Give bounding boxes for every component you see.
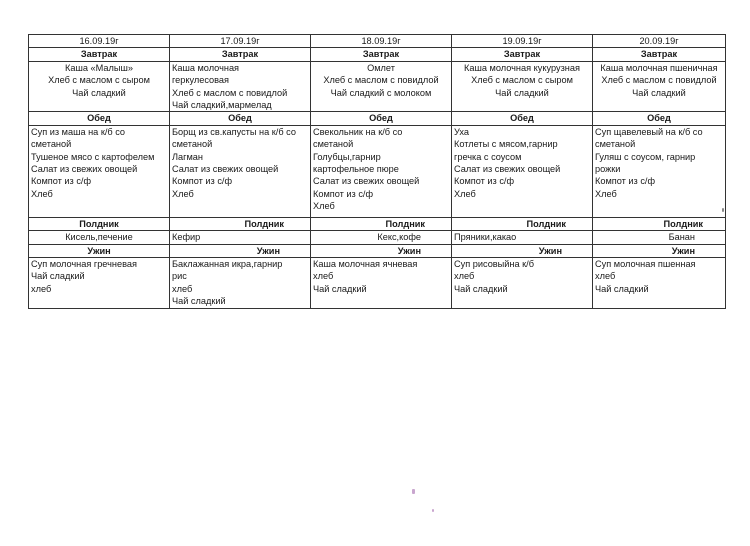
- lunch-cell: [452, 125, 593, 217]
- dinner-cell: [29, 258, 170, 309]
- dinner-label: Ужин: [593, 244, 726, 257]
- breakfast-row: [29, 61, 726, 112]
- snack-header-row: [29, 217, 726, 230]
- menu-item: сметаной: [31, 139, 72, 150]
- menu-item: Хлеб: [172, 188, 194, 199]
- menu-item: Гуляш с соусом, гарнир: [595, 151, 696, 162]
- menu-table: [28, 34, 726, 309]
- breakfast-cell: [29, 61, 170, 112]
- menu-item: Хлеб: [313, 201, 335, 212]
- lunch-header-row: [29, 112, 726, 125]
- menu-item: хлеб: [595, 271, 616, 282]
- menu-item: Чай сладкий с молоком: [330, 87, 432, 98]
- snack-label: Полдник: [29, 217, 170, 230]
- menu-item: сметаной: [595, 139, 636, 150]
- date-cell: 19.09.19г: [452, 35, 593, 48]
- dinner-cell: [593, 258, 726, 309]
- menu-item: Хлеб: [454, 188, 476, 199]
- breakfast-cell: [170, 61, 311, 112]
- dinner-header-row: [29, 244, 726, 257]
- breakfast-cell: [311, 61, 452, 112]
- menu-item: геркулесовая: [172, 75, 230, 86]
- snack-row: [29, 231, 726, 244]
- breakfast-label: Завтрак: [170, 48, 311, 61]
- menu-item: Хлеб с маслом с повидлой: [601, 75, 717, 86]
- menu-item: Компот из с/ф: [313, 188, 374, 199]
- breakfast-header-row: [29, 48, 726, 61]
- dinner-label: Ужин: [170, 244, 311, 257]
- snack-cell: Банан: [593, 231, 726, 244]
- menu-item: Каша молочная кукурузная: [464, 62, 580, 73]
- menu-item: Уха: [454, 126, 470, 137]
- snack-cell: Кефир: [170, 231, 311, 244]
- lunch-label: Обед: [311, 112, 452, 125]
- menu-item: Хлеб: [595, 188, 617, 199]
- lunch-row: [29, 125, 726, 217]
- menu-item: Суп из маша на к/б со: [31, 126, 126, 137]
- menu-item: Хлеб с маслом с повидлой: [172, 87, 288, 98]
- dinner-cell: [311, 258, 452, 309]
- scan-speck: [432, 509, 434, 512]
- lunch-cell: [29, 125, 170, 217]
- lunch-label: Обед: [170, 112, 311, 125]
- menu-item: Компот из с/ф: [172, 176, 233, 187]
- snack-cell: Кекс,кофе: [311, 231, 452, 244]
- menu-item: Лагман: [172, 151, 203, 162]
- menu-item: Каша молочная ячневая: [313, 259, 418, 270]
- menu-item: рожки: [595, 164, 621, 175]
- menu-item: Борщ из св.капусты на к/б со: [172, 126, 296, 137]
- date-cell: 17.09.19г: [170, 35, 311, 48]
- menu-item: Салат из свежих овощей: [31, 164, 138, 175]
- menu-item: Салат из свежих овощей: [172, 164, 279, 175]
- menu-item: картофельное пюре: [313, 164, 399, 175]
- menu-item: хлеб: [313, 271, 334, 282]
- dinner-row: [29, 258, 726, 309]
- menu-item: Чай сладкий: [31, 271, 85, 282]
- snack-cell: Кисель,печение: [29, 231, 170, 244]
- menu-item: Суп щавелевый на к/б со: [595, 126, 703, 137]
- menu-item: Салат из свежих овощей: [313, 176, 420, 187]
- menu-item: Хлеб с маслом с сыром: [471, 75, 573, 86]
- breakfast-label: Завтрак: [29, 48, 170, 61]
- menu-item: Хлеб с маслом с повидлой: [323, 75, 439, 86]
- menu-item: Котлеты с мясом,гарнир: [454, 139, 558, 150]
- menu-item: Салат из свежих овощей: [454, 164, 561, 175]
- dinner-label: Ужин: [311, 244, 452, 257]
- menu-item: Суп молочная гречневая: [31, 259, 137, 270]
- menu-item: сметаной: [313, 139, 354, 150]
- menu-item: Компот из с/ф: [454, 176, 515, 187]
- menu-item: Каша молочная пшеничная: [600, 62, 718, 73]
- menu-item: Каша «Малыш»: [65, 62, 133, 73]
- menu-item: Суп молочная пшенная: [595, 259, 696, 270]
- snack-label: Полдник: [170, 217, 311, 230]
- menu-item: хлеб: [454, 271, 475, 282]
- menu-item: Хлеб с маслом с сыром: [48, 75, 150, 86]
- breakfast-label: Завтрак: [452, 48, 593, 61]
- menu-item: Суп рисовыйна к/б: [454, 259, 534, 270]
- menu-item: Омлет: [367, 62, 395, 73]
- lunch-label: Обед: [593, 112, 726, 125]
- menu-item: Каша молочная: [172, 62, 240, 73]
- scan-speck: [412, 489, 415, 494]
- breakfast-cell: [593, 61, 726, 112]
- menu-item: Чай сладкий: [495, 87, 549, 98]
- lunch-cell: [593, 125, 726, 217]
- menu-item: Голубцы,гарнир: [313, 151, 381, 162]
- menu-item: Чай сладкий: [632, 87, 686, 98]
- menu-item: Чай сладкий: [454, 283, 508, 294]
- breakfast-label: Завтрак: [311, 48, 452, 61]
- dinner-label: Ужин: [29, 244, 170, 257]
- date-row: [29, 35, 726, 48]
- scan-speck: [722, 208, 724, 212]
- menu-item: сметаной: [172, 139, 213, 150]
- menu-item: хлеб: [31, 283, 52, 294]
- menu-item: Тушеное мясо с картофелем: [31, 151, 155, 162]
- menu-item: Чай сладкий: [313, 283, 367, 294]
- menu-item: Свекольник на к/б со: [313, 126, 403, 137]
- date-cell: 20.09.19г: [593, 35, 726, 48]
- menu-item: Чай сладкий: [72, 87, 126, 98]
- dinner-cell: [170, 258, 311, 309]
- menu-item: гречка с соусом: [454, 151, 522, 162]
- lunch-cell: [170, 125, 311, 217]
- menu-item: Чай сладкий: [595, 283, 649, 294]
- breakfast-label: Завтрак: [593, 48, 726, 61]
- menu-item: Чай сладкий,мармелад: [172, 100, 272, 111]
- breakfast-cell: [452, 61, 593, 112]
- dinner-label: Ужин: [452, 244, 593, 257]
- dinner-cell: [452, 258, 593, 309]
- menu-item: Чай сладкий: [172, 296, 226, 307]
- snack-label: Полдник: [452, 217, 593, 230]
- date-cell: 18.09.19г: [311, 35, 452, 48]
- menu-item: Баклажанная икра,гарнир: [172, 259, 283, 270]
- menu-item: хлеб: [172, 283, 193, 294]
- menu-item: Компот из с/ф: [31, 176, 92, 187]
- snack-label: Полдник: [311, 217, 452, 230]
- menu-item: Хлеб: [31, 188, 53, 199]
- date-cell: 16.09.19г: [29, 35, 170, 48]
- lunch-label: Обед: [29, 112, 170, 125]
- lunch-cell: [311, 125, 452, 217]
- snack-label: Полдник: [593, 217, 726, 230]
- snack-cell: Пряники,какао: [452, 231, 593, 244]
- lunch-label: Обед: [452, 112, 593, 125]
- menu-item: рис: [172, 271, 187, 282]
- menu-item: Компот из с/ф: [595, 176, 656, 187]
